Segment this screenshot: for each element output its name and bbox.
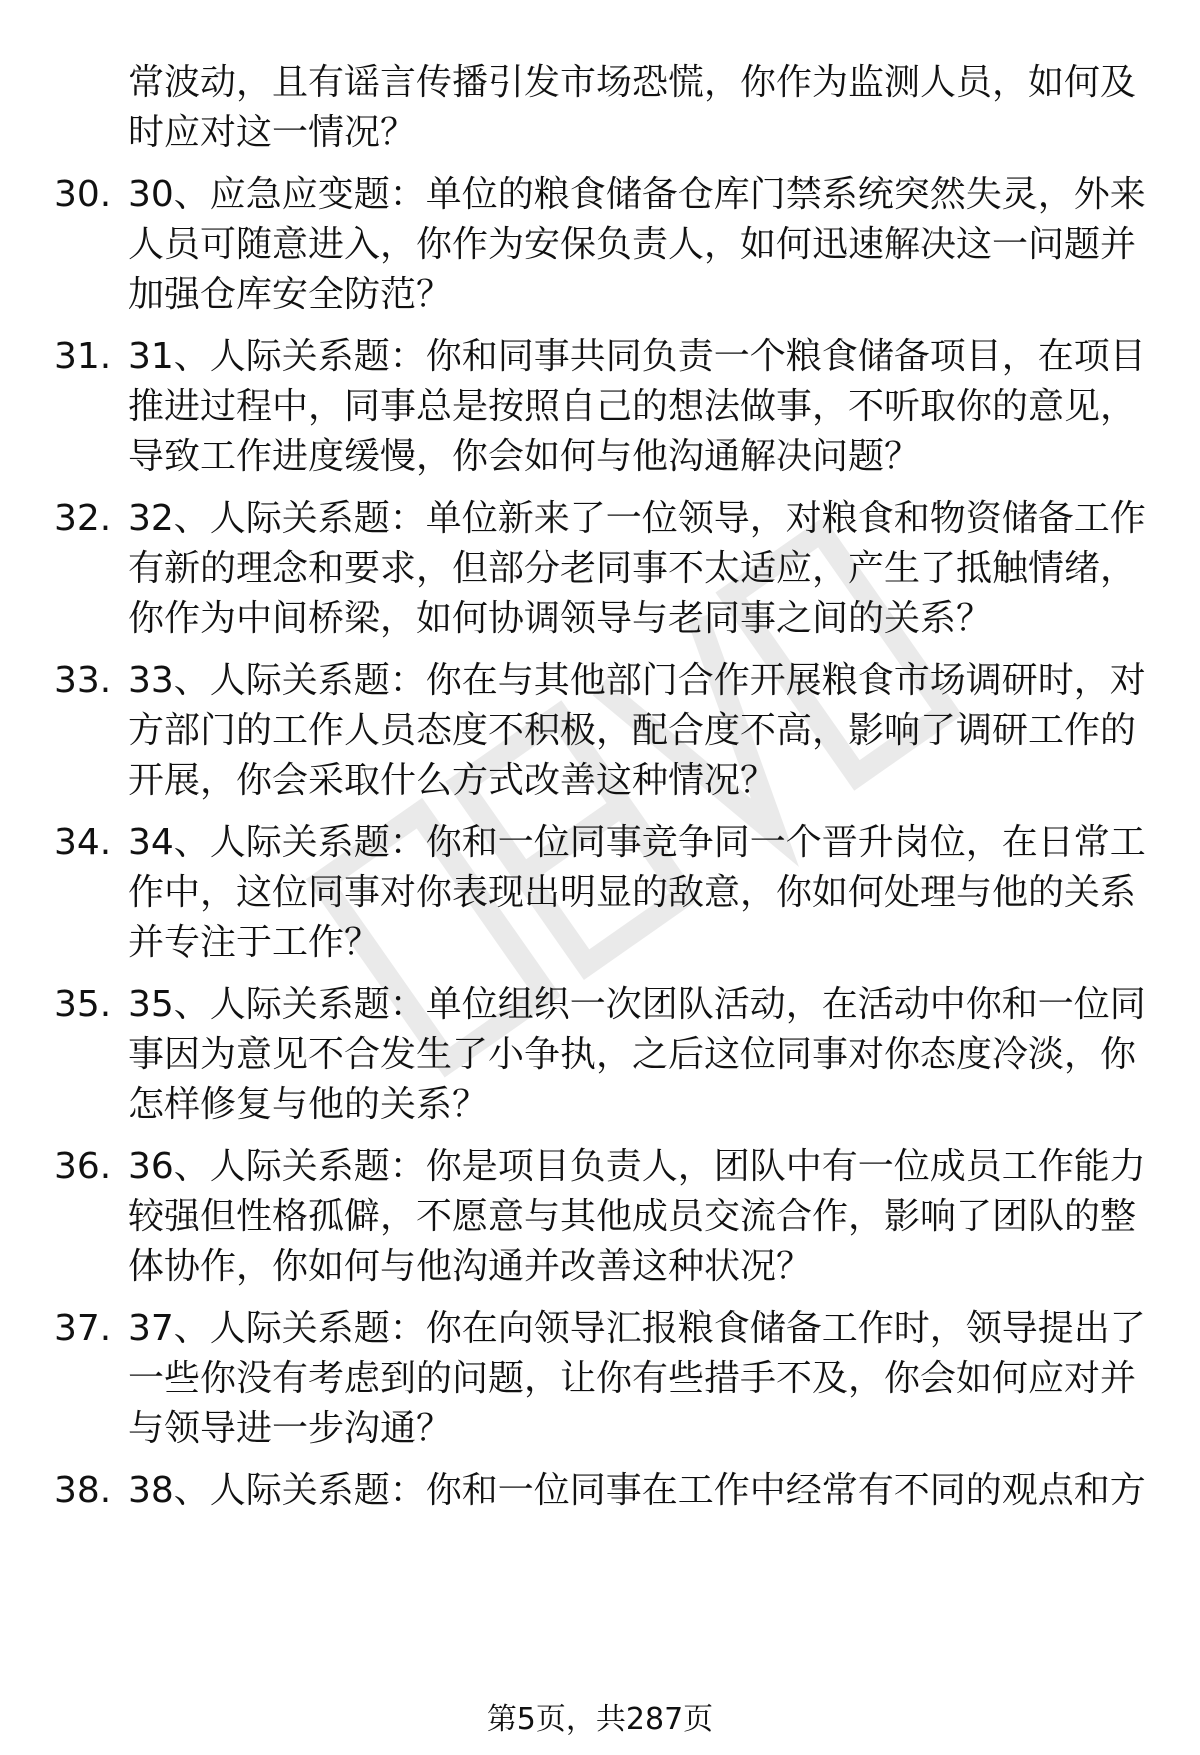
text-line: 31、人际关系题：你和同事共同负责一个粮食储备项目，在项目 — [128, 336, 1146, 377]
text-line: 34、人际关系题：你和一位同事竞争同一个晋升岗位，在日常工 — [128, 822, 1146, 863]
text-line: 32、人际关系题：单位新来了一位领导，对粮食和物资储备工作 — [128, 498, 1146, 539]
item-number: 37. — [54, 1308, 112, 1349]
text-line: 并专注于工作？ — [128, 922, 381, 963]
text-line: 一些你没有考虑到的问题，让你有些措手不及，你会如何应对并 — [128, 1358, 1137, 1399]
item-number: 38. — [54, 1470, 112, 1511]
text-line: 怎样修复与他的关系？ — [128, 1084, 489, 1125]
text-line: 人员可随意进入，你作为安保负责人，如何迅速解决这一问题并 — [128, 224, 1137, 265]
item-number: 30. — [54, 174, 112, 215]
item-number: 32. — [54, 498, 112, 539]
text-line: 事因为意见不合发生了小争执，之后这位同事对你态度冷淡，你 — [128, 1034, 1137, 1075]
item-number: 36. — [54, 1146, 112, 1187]
text-line: 开展，你会采取什么方式改善这种情况？ — [128, 760, 777, 801]
item-text — [128, 818, 1148, 968]
text-line: 作中，这位同事对你表现出明显的敌意，你如何处理与他的关系 — [128, 872, 1137, 913]
item-number: 34. — [54, 822, 112, 863]
item-text — [128, 1304, 1148, 1454]
page-footer: 第5页，共287页 — [486, 1702, 714, 1737]
item-text — [128, 980, 1148, 1130]
item-number: 33. — [54, 660, 112, 701]
text-line: 体协作，你如何与他沟通并改善这种状况？ — [128, 1246, 813, 1287]
text-line: 常波动，且有谣言传播引发市场恐慌，你作为监测人员，如何及 — [128, 62, 1137, 103]
text-line: 推进过程中，同事总是按照自己的想法做事，不听取你的意见， — [128, 386, 1137, 427]
text-line: 你作为中间桥梁，如何协调领导与老同事之间的关系？ — [128, 598, 993, 639]
text-line: 36、人际关系题：你是项目负责人，团队中有一位成员工作能力 — [128, 1146, 1146, 1187]
continued-question-text — [128, 58, 1148, 158]
text-line: 33、人际关系题：你在与其他部门合作开展粮食市场调研时，对 — [128, 660, 1146, 701]
item-text — [128, 332, 1148, 482]
text-line: 有新的理念和要求，但部分老同事不太适应，产生了抵触情绪， — [128, 548, 1137, 589]
item-text — [128, 1466, 1148, 1516]
text-line: 较强但性格孤僻，不愿意与其他成员交流合作，影响了团队的整 — [128, 1196, 1137, 1237]
text-line: 与领导进一步沟通？ — [128, 1408, 453, 1449]
text-line: 38、人际关系题：你和一位同事在工作中经常有不同的观点和方 — [128, 1470, 1146, 1511]
text-line: 加强仓库安全防范？ — [128, 274, 453, 315]
text-line: 导致工作进度缓慢，你会如何与他沟通解决问题？ — [128, 436, 921, 477]
text-line: 35、人际关系题：单位组织一次团队活动，在活动中你和一位同 — [128, 984, 1146, 1025]
text-line: 37、人际关系题：你在向领导汇报粮食储备工作时，领导提出了 — [128, 1308, 1146, 1349]
item-number: 31. — [54, 336, 112, 377]
text-line: 30、应急应变题：单位的粮食储备仓库门禁系统突然失灵，外来 — [128, 174, 1146, 215]
item-number: 35. — [54, 984, 112, 1025]
item-text — [128, 170, 1148, 320]
text-line: 时应对这一情况？ — [128, 112, 417, 153]
item-text — [128, 1142, 1148, 1292]
item-text — [128, 656, 1148, 806]
text-line: 方部门的工作人员态度不积极，配合度不高，影响了调研工作的 — [128, 710, 1137, 751]
item-text — [128, 494, 1148, 644]
